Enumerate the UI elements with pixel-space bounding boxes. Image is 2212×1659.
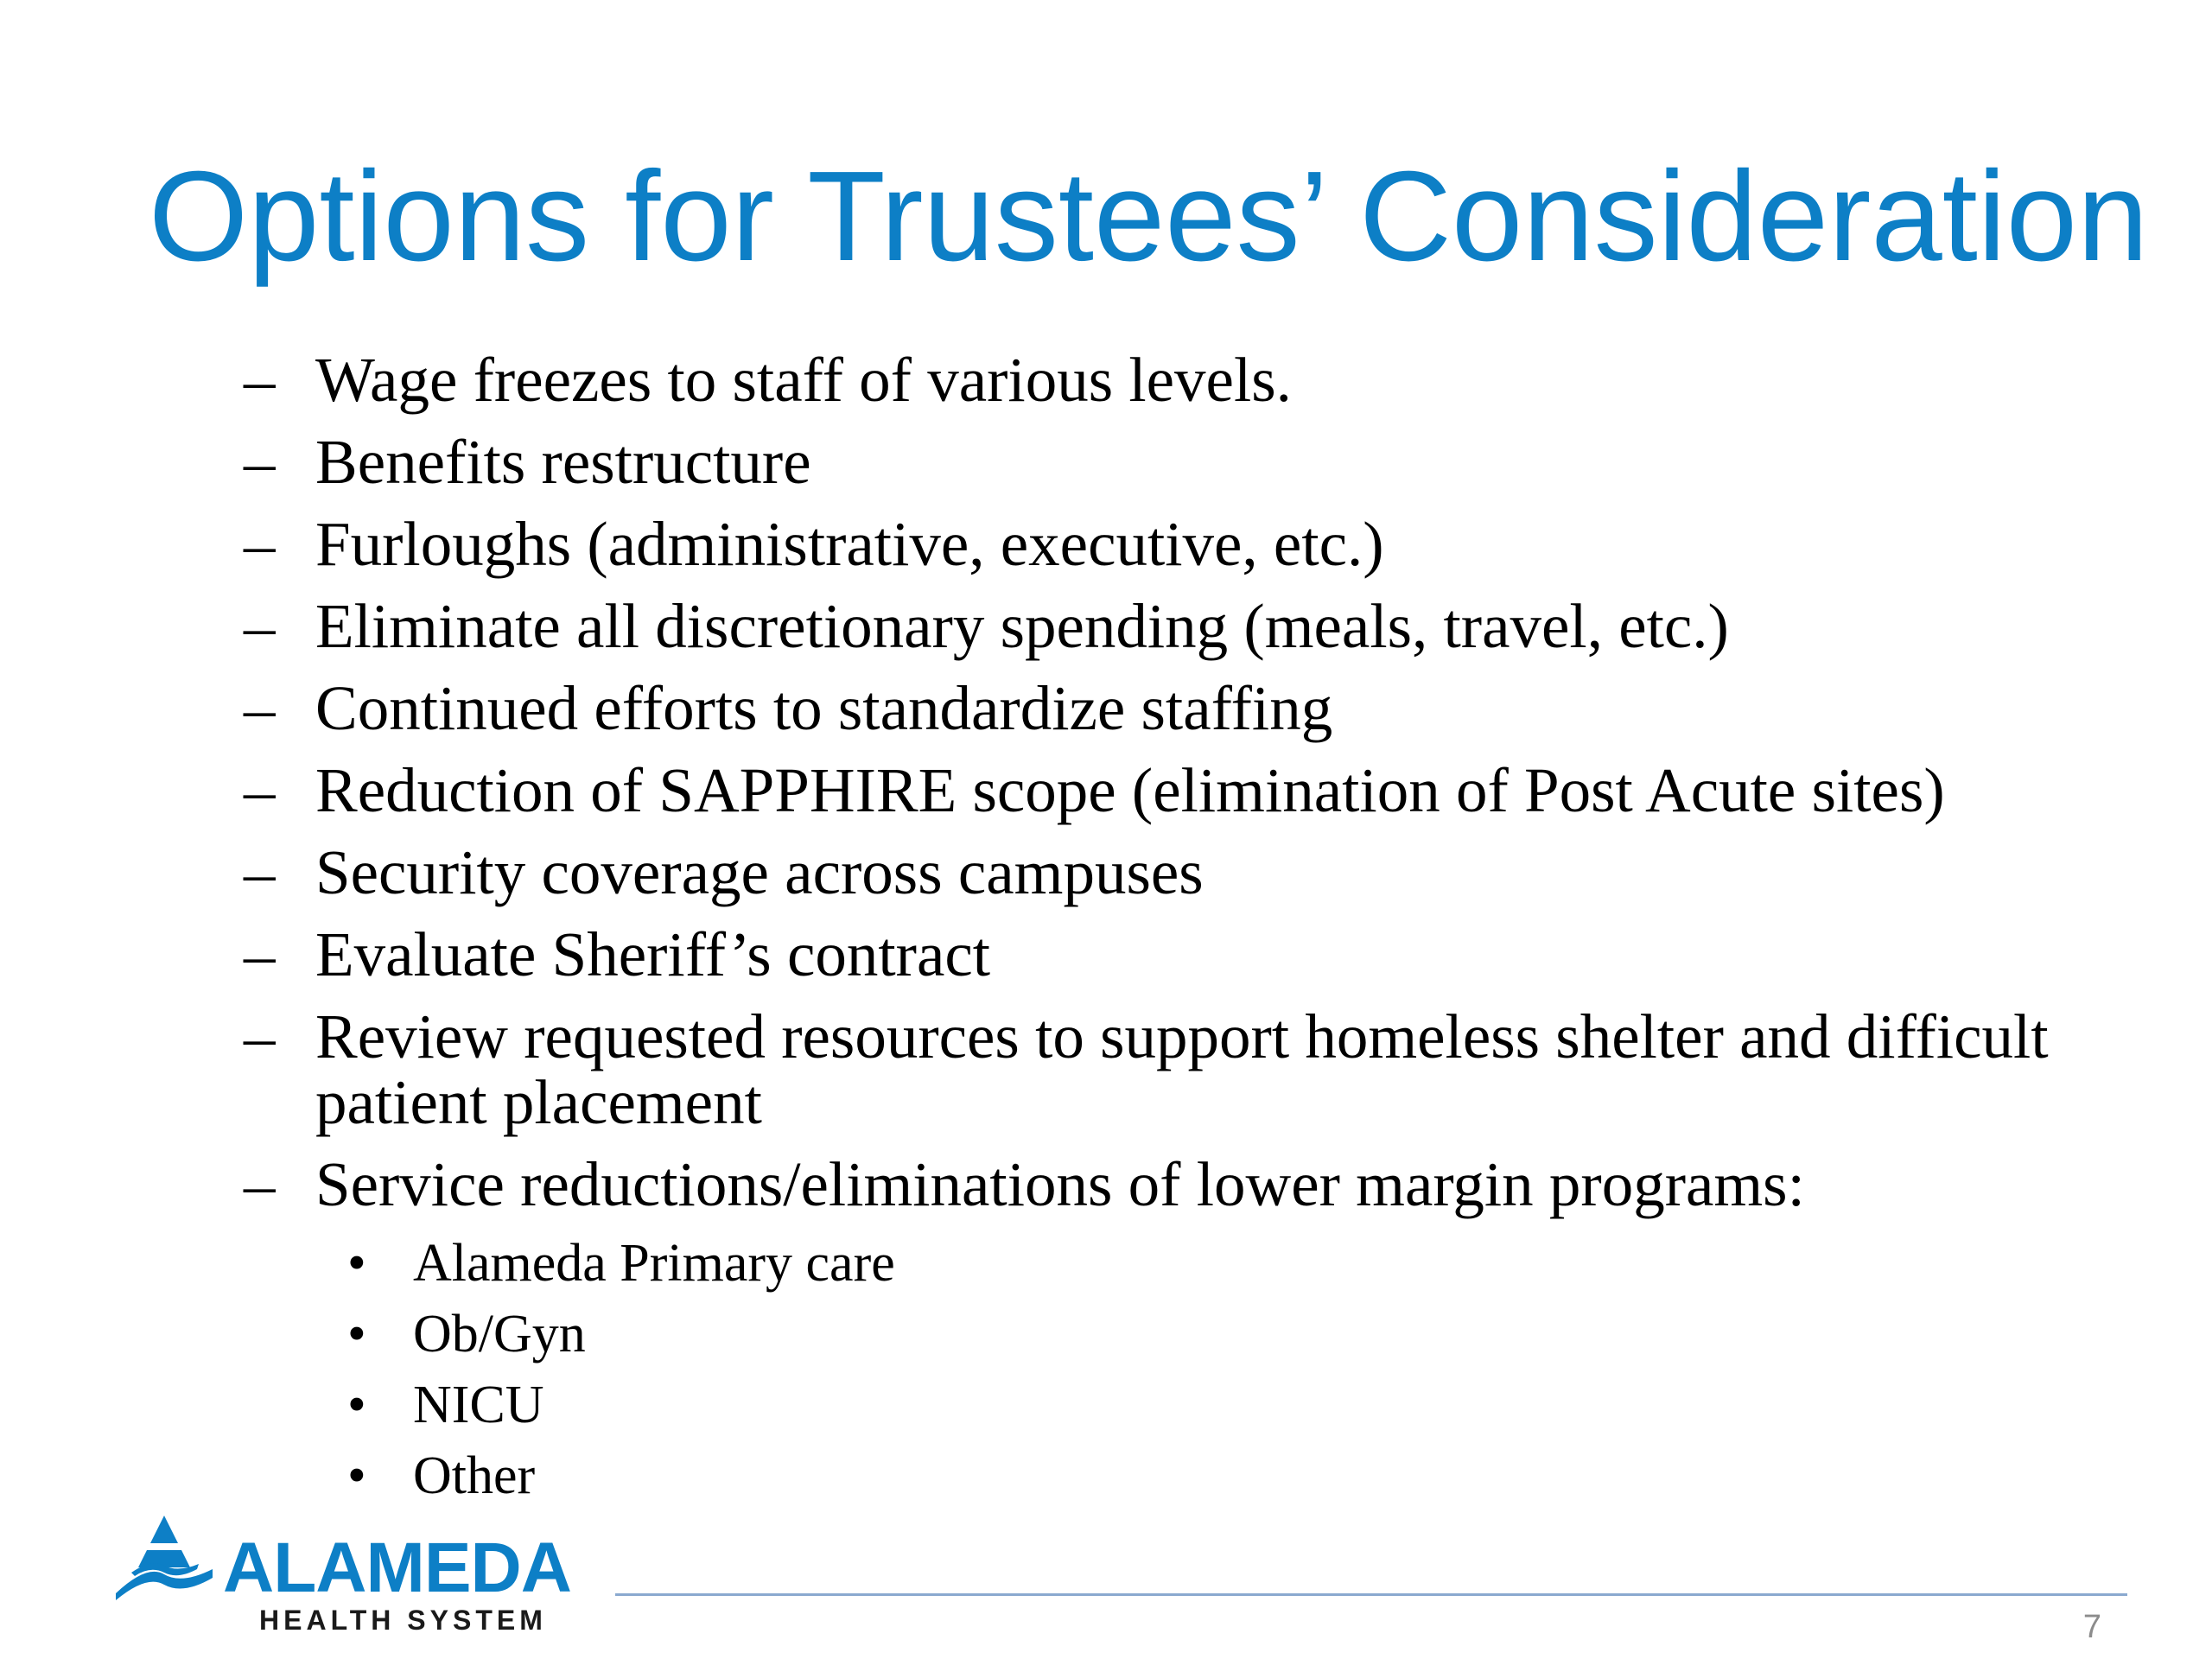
dash-marker: – xyxy=(244,755,276,825)
dash-marker: – xyxy=(244,427,276,497)
dash-marker: – xyxy=(244,509,276,579)
list-item-text: Evaluate Sheriff’s contract xyxy=(315,919,991,989)
dash-marker: – xyxy=(244,591,276,661)
list-item-text: Furloughs (administrative, executive, etc.) xyxy=(315,509,1384,579)
dash-marker: – xyxy=(244,1149,276,1219)
dash-marker: – xyxy=(244,345,276,415)
logo-name: ALAMEDA xyxy=(223,1529,571,1607)
list-item-text: Reduction of SAPPHIRE scope (elimination of Post Acute sites) xyxy=(315,755,1945,825)
bullet-marker: • xyxy=(347,1446,366,1505)
bullet-marker: • xyxy=(347,1376,366,1434)
sub-list-item-text: Ob/Gyn xyxy=(413,1305,586,1363)
sub-list-item xyxy=(315,1228,2110,1299)
list-item xyxy=(244,755,2110,825)
dash-marker: – xyxy=(244,1001,276,1071)
list-item xyxy=(244,509,2110,579)
sub-list-item xyxy=(315,1440,2110,1511)
page-number: 7 xyxy=(2082,1609,2101,1645)
dash-marker: – xyxy=(244,673,276,743)
list-item xyxy=(244,1149,2110,1511)
list-item xyxy=(244,1001,2110,1137)
dash-marker: – xyxy=(244,919,276,989)
list-item-text: Review requested resources to support homeless shelter and difficult patient placement xyxy=(315,1001,2049,1137)
bullet-marker: • xyxy=(347,1305,366,1363)
list-item-text: Eliminate all discretionary spending (meals, travel, etc.) xyxy=(315,591,1729,661)
footer-divider xyxy=(615,1593,2127,1596)
list-item xyxy=(244,429,2110,495)
sub-list-item xyxy=(315,1370,2110,1440)
bullet-list xyxy=(244,347,2110,1528)
list-item xyxy=(244,591,2110,661)
list-item xyxy=(244,837,2110,907)
list-item-text: Service reductions/eliminations of lower margin programs: xyxy=(315,1149,1805,1219)
logo-subtitle: HEALTH SYSTEM xyxy=(259,1605,547,1636)
slide-title: Options for Trustees’ Consideration xyxy=(149,145,2149,288)
list-item xyxy=(244,673,2110,743)
list-item-text: Benefits restructure xyxy=(315,427,811,497)
logo-mark-icon xyxy=(112,1514,216,1600)
sub-bullet-list xyxy=(315,1228,2110,1511)
sub-list-item-text: Alameda Primary care xyxy=(413,1234,895,1293)
sub-list-item-text: Other xyxy=(413,1446,536,1505)
list-item-text: Wage freezes to staff of various levels. xyxy=(315,345,1292,415)
list-item xyxy=(244,919,2110,989)
bullet-marker: • xyxy=(347,1234,366,1293)
dash-marker: – xyxy=(244,837,276,907)
list-item-text: Security coverage across campuses xyxy=(315,837,1204,907)
list-item xyxy=(244,347,2110,413)
alameda-logo xyxy=(112,1514,631,1643)
list-item-text: Continued efforts to standardize staffing xyxy=(315,673,1333,743)
sub-list-item-text: NICU xyxy=(413,1376,544,1434)
sub-list-item xyxy=(315,1299,2110,1370)
